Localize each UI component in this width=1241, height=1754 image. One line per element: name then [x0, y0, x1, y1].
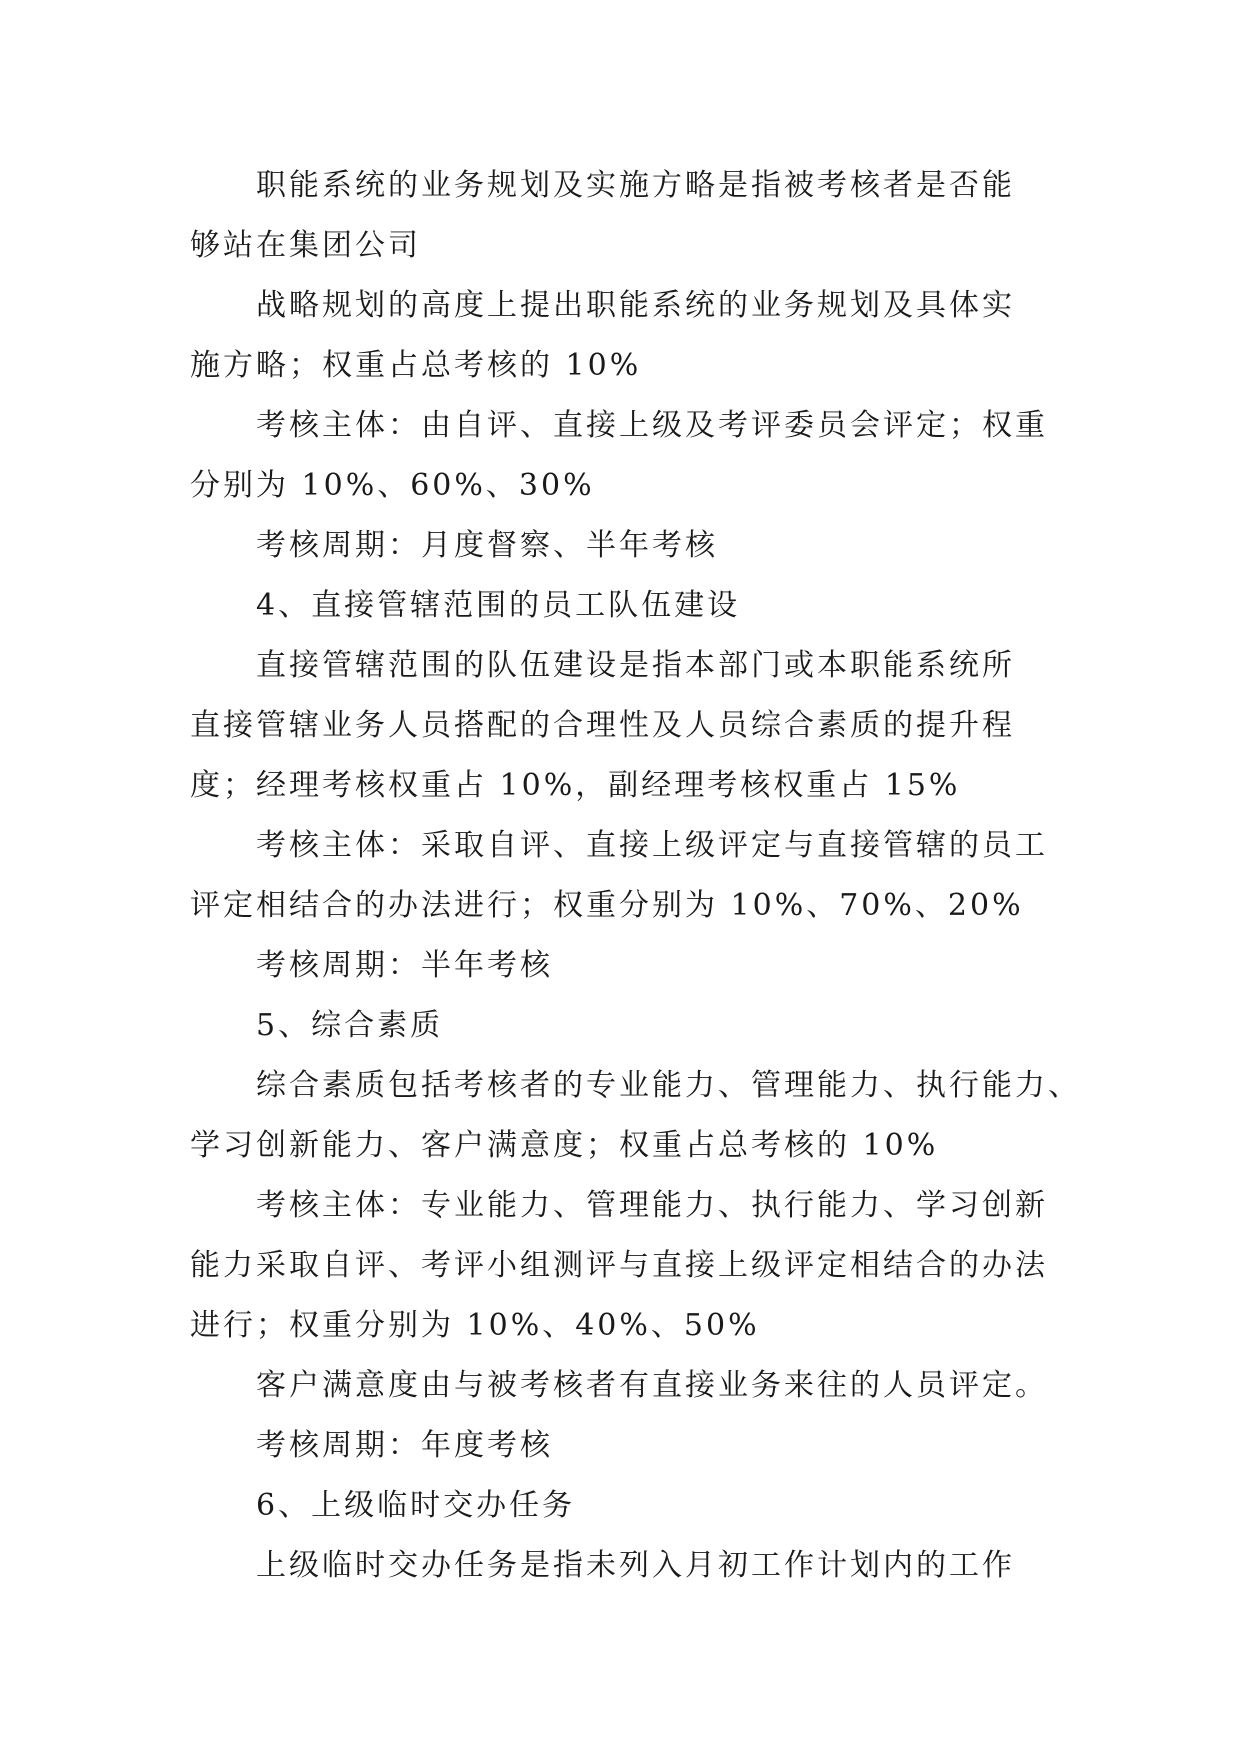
text-line: 能力采取自评、考评小组测评与直接上级评定相结合的办法 — [190, 1248, 1048, 1283]
text-line: 考核周期：年度考核 — [256, 1428, 553, 1463]
paragraph — [190, 1176, 1050, 1356]
paragraph — [190, 396, 1050, 516]
text-line: 进行；权重分别为 10%、40%、50% — [190, 1308, 760, 1343]
paragraph — [190, 276, 1050, 396]
text-line: 考核主体：由自评、直接上级及考评委员会评定；权重 — [256, 408, 1048, 443]
paragraph — [190, 996, 1050, 1056]
text-line: 考核主体：采取自评、直接上级评定与直接管辖的员工 — [256, 828, 1048, 863]
paragraph — [190, 576, 1050, 636]
text-line: 上级临时交办任务是指未列入月初工作计划内的工作 — [256, 1548, 1015, 1583]
paragraph — [190, 636, 1050, 816]
text-line: 4、直接管辖范围的员工队伍建设 — [256, 588, 741, 623]
paragraph — [190, 816, 1050, 936]
text-line: 评定相结合的办法进行；权重分别为 10%、70%、20% — [190, 888, 1024, 923]
paragraph — [190, 1476, 1050, 1536]
text-line: 客户满意度由与被考核者有直接业务来往的人员评定。 — [256, 1368, 1048, 1403]
text-line: 考核主体：专业能力、管理能力、执行能力、学习创新 — [256, 1188, 1048, 1223]
text-line: 够站在集团公司 — [190, 228, 421, 263]
document-body — [190, 156, 1081, 1596]
paragraph — [190, 516, 1050, 576]
text-line: 6、上级临时交办任务 — [256, 1488, 576, 1523]
text-line: 分别为 10%、60%、30% — [190, 468, 595, 503]
text-line: 施方略；权重占总考核的 10% — [190, 348, 642, 383]
text-line: 考核周期：月度督察、半年考核 — [256, 528, 718, 563]
text-line: 度；经理考核权重占 10%，副经理考核权重占 15% — [190, 768, 961, 803]
text-line: 战略规划的高度上提出职能系统的业务规划及具体实 — [256, 288, 1015, 323]
paragraph — [190, 936, 1050, 996]
text-line: 学习创新能力、客户满意度；权重占总考核的 10% — [190, 1128, 939, 1163]
text-line: 职能系统的业务规划及实施方略是指被考核者是否能 — [256, 168, 1015, 203]
paragraph — [190, 1356, 1050, 1416]
text-line: 5、综合素质 — [256, 1008, 444, 1043]
text-line: 直接管辖业务人员搭配的合理性及人员综合素质的提升程 — [190, 708, 1015, 743]
paragraph — [190, 1416, 1050, 1476]
paragraph — [190, 1056, 1081, 1176]
text-line: 直接管辖范围的队伍建设是指本部门或本职能系统所 — [256, 648, 1015, 683]
paragraph — [190, 1536, 1050, 1596]
text-line: 综合素质包括考核者的专业能力、管理能力、执行能力、 — [256, 1068, 1081, 1103]
text-line: 考核周期：半年考核 — [256, 948, 553, 983]
paragraph — [190, 156, 1050, 276]
